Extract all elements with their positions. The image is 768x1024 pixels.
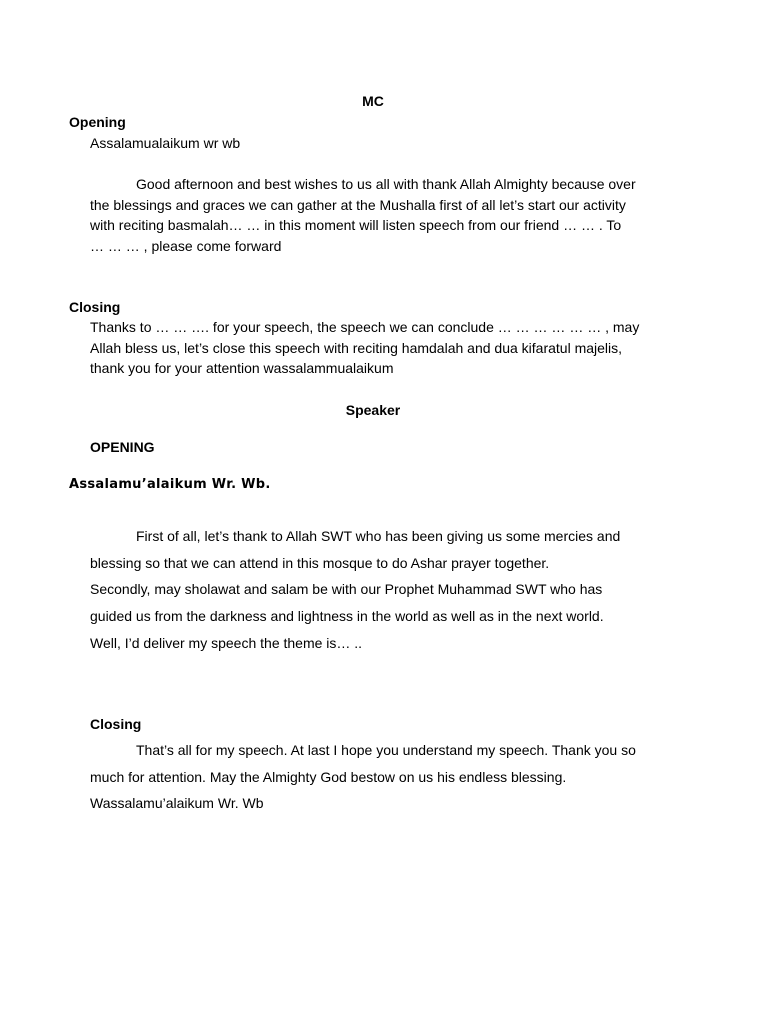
mc-opening-paragraph [90, 174, 690, 256]
mc-closing-line: Thanks to … … …. for your speech, the speech we can conclude … … … … … … , may [90, 319, 640, 335]
speaker-title: Speaker [345, 402, 401, 418]
mc-closing-paragraph [90, 317, 690, 379]
speaker-greeting: Assalamu’alaikum Wr. Wb. [69, 477, 271, 492]
speaker-closing-heading: Closing [90, 716, 142, 732]
speaker-opening-heading: OPENING [90, 439, 155, 455]
speaker-opening-paragraph [90, 523, 690, 657]
speaker-closing-line: Wassalamu’alaikum Wr. Wb [90, 795, 264, 812]
mc-closing-heading: Closing [69, 299, 121, 315]
mc-opening-line: the blessings and graces we can gather at the Mushalla first of all let’s start our activity [90, 196, 626, 213]
speaker-closing-line: That’s all for my speech. At last I hope you understand my speech. Thank you so [136, 742, 636, 758]
speaker-closing-paragraph [90, 737, 690, 817]
speaker-opening-line: blessing so that we can attend in this mosque to do Ashar prayer together. [90, 554, 550, 571]
mc-opening-heading: Opening [69, 114, 126, 130]
mc-opening-line: Good afternoon and best wishes to us all with thank Allah Almighty because over [136, 176, 636, 192]
mc-title: MC [362, 93, 384, 109]
speaker-opening-line: First of all, let’s thank to Allah SWT who has been giving us some mercies and [136, 528, 621, 544]
speaker-opening-line: Secondly, may sholawat and salam be with our Prophet Muhammad SWT who has [90, 581, 603, 598]
mc-greeting: Assalamualaikum wr wb [90, 135, 241, 151]
speaker-closing-line: much for attention. May the Almighty God bestow on us his endless blessing. [90, 768, 567, 785]
speaker-opening-line: guided us from the darkness and lightness in the world as well as in the next world. [90, 608, 604, 625]
mc-closing-line: Allah bless us, let’s close this speech with reciting hamdalah and dua kifaratul majelis, [90, 339, 623, 356]
speaker-opening-line: Well, I’d deliver my speech the theme is… .. [90, 634, 363, 651]
mc-opening-line: … … … , please come forward [90, 237, 282, 254]
mc-closing-line: thank you for your attention wassalammualaikum [90, 360, 394, 376]
mc-opening-line: with reciting basmalah… … in this moment will listen speech from our friend … … . To [90, 217, 622, 233]
